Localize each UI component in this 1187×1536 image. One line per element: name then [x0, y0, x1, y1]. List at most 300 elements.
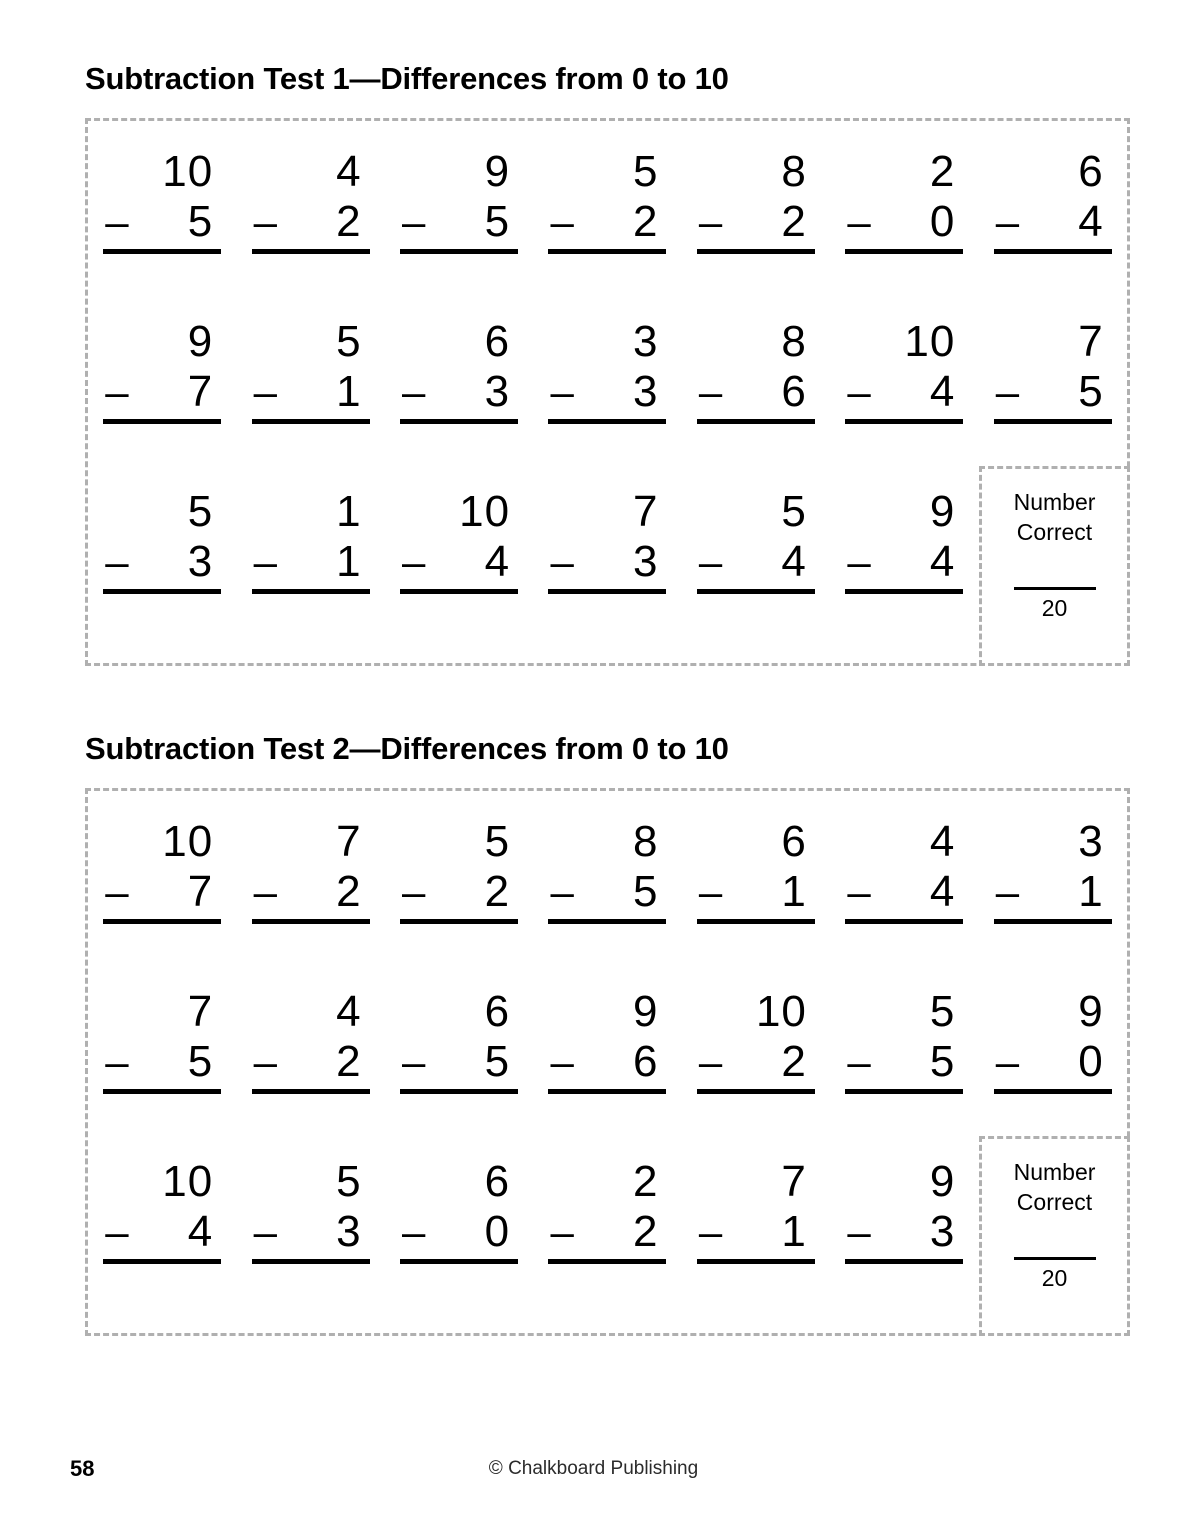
problem-cell — [88, 979, 236, 1129]
subtrahend: 5 — [484, 1037, 511, 1086]
problem-cell — [979, 979, 1127, 1129]
problem-cell — [385, 809, 533, 959]
subtrahend: 0 — [484, 1207, 511, 1256]
minus-sign-icon: – — [698, 1208, 724, 1255]
answer-rule — [697, 1259, 815, 1264]
answer-rule — [400, 589, 518, 594]
problem-cell — [88, 1149, 236, 1299]
test-1-rows — [88, 121, 1127, 663]
subtrahend: 2 — [632, 197, 659, 246]
number-correct-answer-line[interactable] — [1014, 1257, 1096, 1260]
test-2-number-correct-box — [979, 1136, 1130, 1336]
subtrahend-line — [994, 367, 1112, 417]
subtrahend: 5 — [484, 197, 511, 246]
minus-sign-icon: – — [402, 368, 427, 415]
minus-sign-icon: – — [402, 538, 427, 585]
subtraction-problem[interactable] — [845, 1157, 963, 1264]
problem-cell — [533, 1149, 681, 1299]
subtraction-problem[interactable] — [400, 817, 518, 924]
subtrahend: 5 — [929, 1037, 956, 1086]
minus-sign-icon: – — [698, 1038, 724, 1085]
subtrahend-line — [697, 1207, 815, 1257]
minuend: 10 — [162, 1157, 214, 1206]
subtrahend-line — [252, 867, 370, 917]
subtrahend-line — [252, 537, 370, 587]
subtrahend-line — [103, 367, 221, 417]
minuend: 4 — [336, 147, 362, 196]
minus-sign-icon: – — [105, 1038, 130, 1085]
subtrahend-line — [548, 1207, 666, 1257]
minuend: 9 — [187, 317, 214, 366]
test-2-row-1 — [88, 809, 1127, 959]
publisher-credit: © Chalkboard Publishing — [488, 1458, 699, 1479]
number-correct-label — [1014, 487, 1096, 547]
subtraction-problem[interactable] — [252, 487, 370, 594]
minus-sign-icon: – — [253, 538, 278, 585]
subtraction-problem[interactable] — [697, 487, 815, 594]
subtrahend: 1 — [781, 867, 807, 916]
subtraction-problem[interactable] — [103, 487, 221, 594]
subtraction-problem[interactable] — [697, 147, 815, 254]
subtrahend: 3 — [484, 367, 511, 416]
answer-rule — [103, 589, 221, 594]
subtrahend: 4 — [484, 537, 511, 586]
minuend: 5 — [336, 1157, 362, 1206]
number-correct-label-line1: Number — [1013, 1159, 1096, 1185]
problem-cell — [385, 479, 533, 629]
answer-rule — [548, 419, 666, 424]
test-2-title: Subtraction Test 2—Differences from 0 to 10 — [85, 731, 729, 766]
subtrahend-line — [103, 1207, 221, 1257]
subtraction-problem[interactable] — [252, 1157, 370, 1264]
answer-rule — [400, 249, 518, 254]
test-2-row-2 — [88, 979, 1127, 1129]
answer-rule — [845, 1259, 963, 1264]
minuend: 10 — [459, 487, 511, 536]
answer-rule — [103, 919, 221, 924]
subtrahend: 4 — [929, 867, 956, 916]
subtraction-problem[interactable] — [103, 1157, 221, 1264]
subtraction-problem[interactable] — [697, 987, 815, 1094]
minuend: 5 — [484, 817, 511, 866]
subtrahend-line — [400, 197, 518, 247]
answer-rule — [697, 419, 815, 424]
minuend: 7 — [187, 987, 214, 1036]
subtrahend-line — [252, 1037, 370, 1087]
minuend: 9 — [929, 1157, 956, 1206]
answer-rule — [697, 589, 815, 594]
test-1-title: Subtraction Test 1—Differences from 0 to 10 — [85, 61, 729, 96]
minuend: 6 — [484, 987, 511, 1036]
subtrahend: 2 — [781, 197, 807, 246]
subtraction-problem[interactable] — [548, 1157, 666, 1264]
problem-cell — [682, 809, 830, 959]
answer-rule — [548, 1259, 666, 1264]
subtraction-problem[interactable] — [252, 987, 370, 1094]
subtrahend-line — [252, 197, 370, 247]
subtrahend-line — [400, 867, 518, 917]
minuend: 10 — [162, 817, 214, 866]
answer-rule — [548, 919, 666, 924]
subtrahend-line — [697, 197, 815, 247]
subtraction-problem[interactable] — [252, 147, 370, 254]
minus-sign-icon: – — [847, 198, 872, 245]
problem-cell — [385, 309, 533, 459]
subtraction-problem[interactable] — [994, 987, 1112, 1094]
minus-sign-icon: – — [847, 368, 872, 415]
subtrahend: 2 — [781, 1037, 807, 1086]
subtrahend-line — [400, 1037, 518, 1087]
minuend: 10 — [162, 147, 214, 196]
subtraction-problem[interactable] — [103, 317, 221, 424]
subtrahend: 3 — [336, 1207, 362, 1256]
problem-cell — [236, 979, 384, 1129]
minus-sign-icon: – — [847, 868, 872, 915]
subtrahend: 4 — [929, 367, 956, 416]
answer-rule — [697, 1089, 815, 1094]
answer-rule — [845, 419, 963, 424]
answer-rule — [400, 1259, 518, 1264]
subtraction-problem[interactable] — [845, 317, 963, 424]
subtraction-problem[interactable] — [845, 487, 963, 594]
subtraction-problem[interactable] — [103, 817, 221, 924]
subtrahend-line — [103, 867, 221, 917]
subtrahend-line — [845, 1207, 963, 1257]
minus-sign-icon: – — [550, 1038, 575, 1085]
problem-cell — [682, 309, 830, 459]
subtraction-problem[interactable] — [697, 1157, 815, 1264]
subtrahend: 2 — [336, 867, 362, 916]
subtraction-problem[interactable] — [548, 147, 666, 254]
test-1-problem-box — [85, 118, 1130, 666]
subtrahend-line — [252, 367, 370, 417]
subtraction-problem[interactable] — [845, 817, 963, 924]
subtrahend-line — [845, 867, 963, 917]
subtraction-problem[interactable] — [400, 317, 518, 424]
test-2-rows — [88, 791, 1127, 1333]
subtrahend: 2 — [632, 1207, 659, 1256]
minus-sign-icon: – — [253, 868, 278, 915]
subtrahend: 1 — [336, 537, 362, 586]
problem-cell — [830, 809, 978, 959]
problem-cell — [385, 1149, 533, 1299]
minuend: 9 — [1078, 987, 1104, 1036]
problem-cell — [236, 479, 384, 629]
answer-rule — [994, 919, 1112, 924]
test-2-row-3 — [88, 1149, 1127, 1299]
subtraction-problem[interactable] — [994, 317, 1112, 424]
subtrahend-line — [845, 197, 963, 247]
subtrahend-line — [252, 1207, 370, 1257]
problem-cell — [979, 309, 1127, 459]
answer-rule — [845, 589, 963, 594]
answer-rule — [103, 419, 221, 424]
test-1-row-1 — [88, 139, 1127, 289]
minus-sign-icon: – — [698, 538, 724, 585]
problem-cell — [682, 139, 830, 289]
minuend: 4 — [929, 817, 956, 866]
minuend: 6 — [781, 817, 807, 866]
minus-sign-icon: – — [253, 1038, 278, 1085]
minus-sign-icon: – — [847, 1038, 872, 1085]
answer-rule — [252, 589, 370, 594]
subtrahend: 3 — [187, 537, 214, 586]
problem-cell — [88, 139, 236, 289]
minus-sign-icon: – — [550, 868, 575, 915]
minus-sign-icon: – — [402, 1208, 427, 1255]
minuend: 10 — [755, 987, 807, 1036]
answer-rule — [845, 919, 963, 924]
minus-sign-icon: – — [847, 1208, 872, 1255]
problem-cell — [682, 479, 830, 629]
minuend: 5 — [336, 317, 362, 366]
subtrahend-line — [400, 537, 518, 587]
subtrahend-line — [400, 1207, 518, 1257]
minus-sign-icon: – — [253, 198, 278, 245]
subtrahend-line — [845, 537, 963, 587]
minus-sign-icon: – — [698, 368, 724, 415]
problem-cell — [88, 479, 236, 629]
problem-cell — [682, 979, 830, 1129]
minus-sign-icon: – — [402, 1038, 427, 1085]
answer-rule — [252, 1259, 370, 1264]
subtrahend-line — [548, 197, 666, 247]
subtrahend: 4 — [781, 537, 807, 586]
minus-sign-icon: – — [995, 1038, 1021, 1085]
answer-rule — [252, 249, 370, 254]
subtraction-problem[interactable] — [697, 817, 815, 924]
number-correct-label-line1: Number — [1013, 489, 1096, 515]
subtraction-problem[interactable] — [252, 817, 370, 924]
subtraction-problem[interactable] — [548, 817, 666, 924]
minuend: 9 — [632, 987, 659, 1036]
problem-cell — [385, 139, 533, 289]
minus-sign-icon: – — [253, 368, 278, 415]
answer-rule — [103, 1089, 221, 1094]
minuend: 6 — [1078, 147, 1104, 196]
minuend: 2 — [929, 147, 956, 196]
subtrahend: 0 — [929, 197, 956, 246]
subtraction-problem[interactable] — [845, 987, 963, 1094]
subtrahend: 1 — [781, 1207, 807, 1256]
subtrahend-line — [697, 867, 815, 917]
minus-sign-icon: – — [402, 198, 427, 245]
subtraction-problem[interactable] — [994, 147, 1112, 254]
minus-sign-icon: – — [847, 538, 872, 585]
answer-rule — [697, 919, 815, 924]
subtrahend: 6 — [632, 1037, 659, 1086]
problem-cell — [236, 139, 384, 289]
minus-sign-icon: – — [995, 368, 1021, 415]
minus-sign-icon: – — [550, 368, 575, 415]
subtrahend-line — [548, 867, 666, 917]
problem-cell — [830, 979, 978, 1129]
problem-cell — [533, 979, 681, 1129]
subtraction-problem[interactable] — [548, 987, 666, 1094]
minuend: 7 — [336, 817, 362, 866]
subtraction-problem[interactable] — [400, 147, 518, 254]
answer-rule — [697, 249, 815, 254]
subtraction-problem[interactable] — [845, 147, 963, 254]
problem-cell — [533, 809, 681, 959]
minuend: 6 — [484, 1157, 511, 1206]
answer-rule — [994, 249, 1112, 254]
subtrahend: 1 — [336, 367, 362, 416]
problem-cell — [830, 1149, 978, 1299]
subtraction-problem[interactable] — [697, 317, 815, 424]
minus-sign-icon: – — [995, 868, 1021, 915]
minuend: 10 — [904, 317, 956, 366]
minuend: 8 — [781, 317, 807, 366]
subtrahend-line — [697, 1037, 815, 1087]
answer-rule — [400, 919, 518, 924]
minus-sign-icon: – — [550, 538, 575, 585]
subtrahend-line — [103, 537, 221, 587]
subtrahend: 5 — [1078, 367, 1104, 416]
answer-rule — [252, 919, 370, 924]
subtraction-problem[interactable] — [400, 487, 518, 594]
minuend: 8 — [781, 147, 807, 196]
minuend: 7 — [1078, 317, 1104, 366]
subtrahend: 7 — [187, 867, 214, 916]
subtrahend-line — [548, 1037, 666, 1087]
problem-cell — [830, 139, 978, 289]
problem-cell — [533, 479, 681, 629]
minuend: 1 — [336, 487, 362, 536]
minuend: 7 — [781, 1157, 807, 1206]
subtrahend-line — [103, 1037, 221, 1087]
number-correct-total: 20 — [1041, 1265, 1068, 1291]
problem-cell — [830, 479, 978, 629]
minus-sign-icon: – — [698, 868, 724, 915]
answer-rule — [400, 1089, 518, 1094]
test-1-number-correct-box — [979, 466, 1130, 666]
subtrahend: 3 — [632, 367, 659, 416]
problem-cell — [236, 309, 384, 459]
minus-sign-icon: – — [105, 198, 130, 245]
subtrahend: 4 — [1078, 197, 1104, 246]
subtrahend: 5 — [187, 1037, 214, 1086]
answer-rule — [994, 419, 1112, 424]
minuend: 6 — [484, 317, 511, 366]
subtraction-problem[interactable] — [400, 987, 518, 1094]
subtrahend: 4 — [187, 1207, 214, 1256]
minus-sign-icon: – — [105, 1208, 130, 1255]
subtrahend-line — [994, 867, 1112, 917]
minus-sign-icon: – — [995, 198, 1021, 245]
answer-rule — [252, 1089, 370, 1094]
minus-sign-icon: – — [550, 1208, 575, 1255]
subtrahend: 2 — [484, 867, 511, 916]
minus-sign-icon: – — [253, 1208, 278, 1255]
subtrahend-line — [697, 367, 815, 417]
minuend: 2 — [632, 1157, 659, 1206]
problem-cell — [236, 809, 384, 959]
subtraction-problem[interactable] — [548, 487, 666, 594]
subtrahend: 2 — [336, 1037, 362, 1086]
minuend: 3 — [1078, 817, 1104, 866]
answer-rule — [845, 249, 963, 254]
subtrahend: 2 — [336, 197, 362, 246]
subtrahend: 5 — [187, 197, 214, 246]
minus-sign-icon: – — [550, 198, 575, 245]
subtrahend-line — [697, 537, 815, 587]
problem-cell — [830, 309, 978, 459]
number-correct-label — [1014, 1157, 1096, 1217]
answer-rule — [548, 249, 666, 254]
page-number: 58 — [70, 1456, 95, 1481]
subtraction-problem[interactable] — [400, 1157, 518, 1264]
test-1-row-2 — [88, 309, 1127, 459]
minuend: 3 — [632, 317, 659, 366]
subtrahend: 5 — [632, 867, 659, 916]
problem-cell — [385, 979, 533, 1129]
subtrahend-line — [994, 197, 1112, 247]
subtrahend-line — [994, 1037, 1112, 1087]
subtraction-problem[interactable] — [994, 817, 1112, 924]
subtraction-problem[interactable] — [548, 317, 666, 424]
subtrahend-line — [400, 367, 518, 417]
subtraction-problem[interactable] — [252, 317, 370, 424]
problem-cell — [533, 139, 681, 289]
answer-rule — [994, 1089, 1112, 1094]
subtrahend: 3 — [929, 1207, 956, 1256]
answer-rule — [400, 419, 518, 424]
minuend: 8 — [632, 817, 659, 866]
problem-cell — [682, 1149, 830, 1299]
minus-sign-icon: – — [105, 368, 130, 415]
minuend: 7 — [632, 487, 659, 536]
answer-rule — [103, 249, 221, 254]
problem-cell — [533, 309, 681, 459]
subtrahend-line — [548, 367, 666, 417]
subtrahend-line — [548, 537, 666, 587]
problem-cell — [88, 809, 236, 959]
answer-rule — [252, 419, 370, 424]
minuend: 5 — [929, 987, 956, 1036]
minuend: 9 — [484, 147, 511, 196]
answer-rule — [548, 1089, 666, 1094]
subtraction-problem[interactable] — [103, 987, 221, 1094]
answer-rule — [103, 1259, 221, 1264]
minuend: 4 — [336, 987, 362, 1036]
minuend: 5 — [187, 487, 214, 536]
minuend: 9 — [929, 487, 956, 536]
number-correct-answer-line[interactable] — [1014, 587, 1096, 590]
subtrahend: 7 — [187, 367, 214, 416]
number-correct-total: 20 — [1041, 595, 1068, 621]
problem-cell — [979, 809, 1127, 959]
subtrahend: 1 — [1078, 867, 1104, 916]
subtrahend-line — [845, 1037, 963, 1087]
test-2-problem-box — [85, 788, 1130, 1336]
minus-sign-icon: – — [105, 868, 130, 915]
number-correct-label-line2: Correct — [1016, 1189, 1093, 1215]
minus-sign-icon: – — [402, 868, 427, 915]
problem-cell — [979, 139, 1127, 289]
subtrahend: 3 — [632, 537, 659, 586]
minus-sign-icon: – — [698, 198, 724, 245]
subtraction-problem[interactable] — [103, 147, 221, 254]
problem-cell — [236, 1149, 384, 1299]
minus-sign-icon: – — [105, 538, 130, 585]
answer-rule — [845, 1089, 963, 1094]
test-1-row-3 — [88, 479, 1127, 629]
minuend: 5 — [781, 487, 807, 536]
minuend: 5 — [632, 147, 659, 196]
answer-rule — [548, 589, 666, 594]
subtrahend: 4 — [929, 537, 956, 586]
